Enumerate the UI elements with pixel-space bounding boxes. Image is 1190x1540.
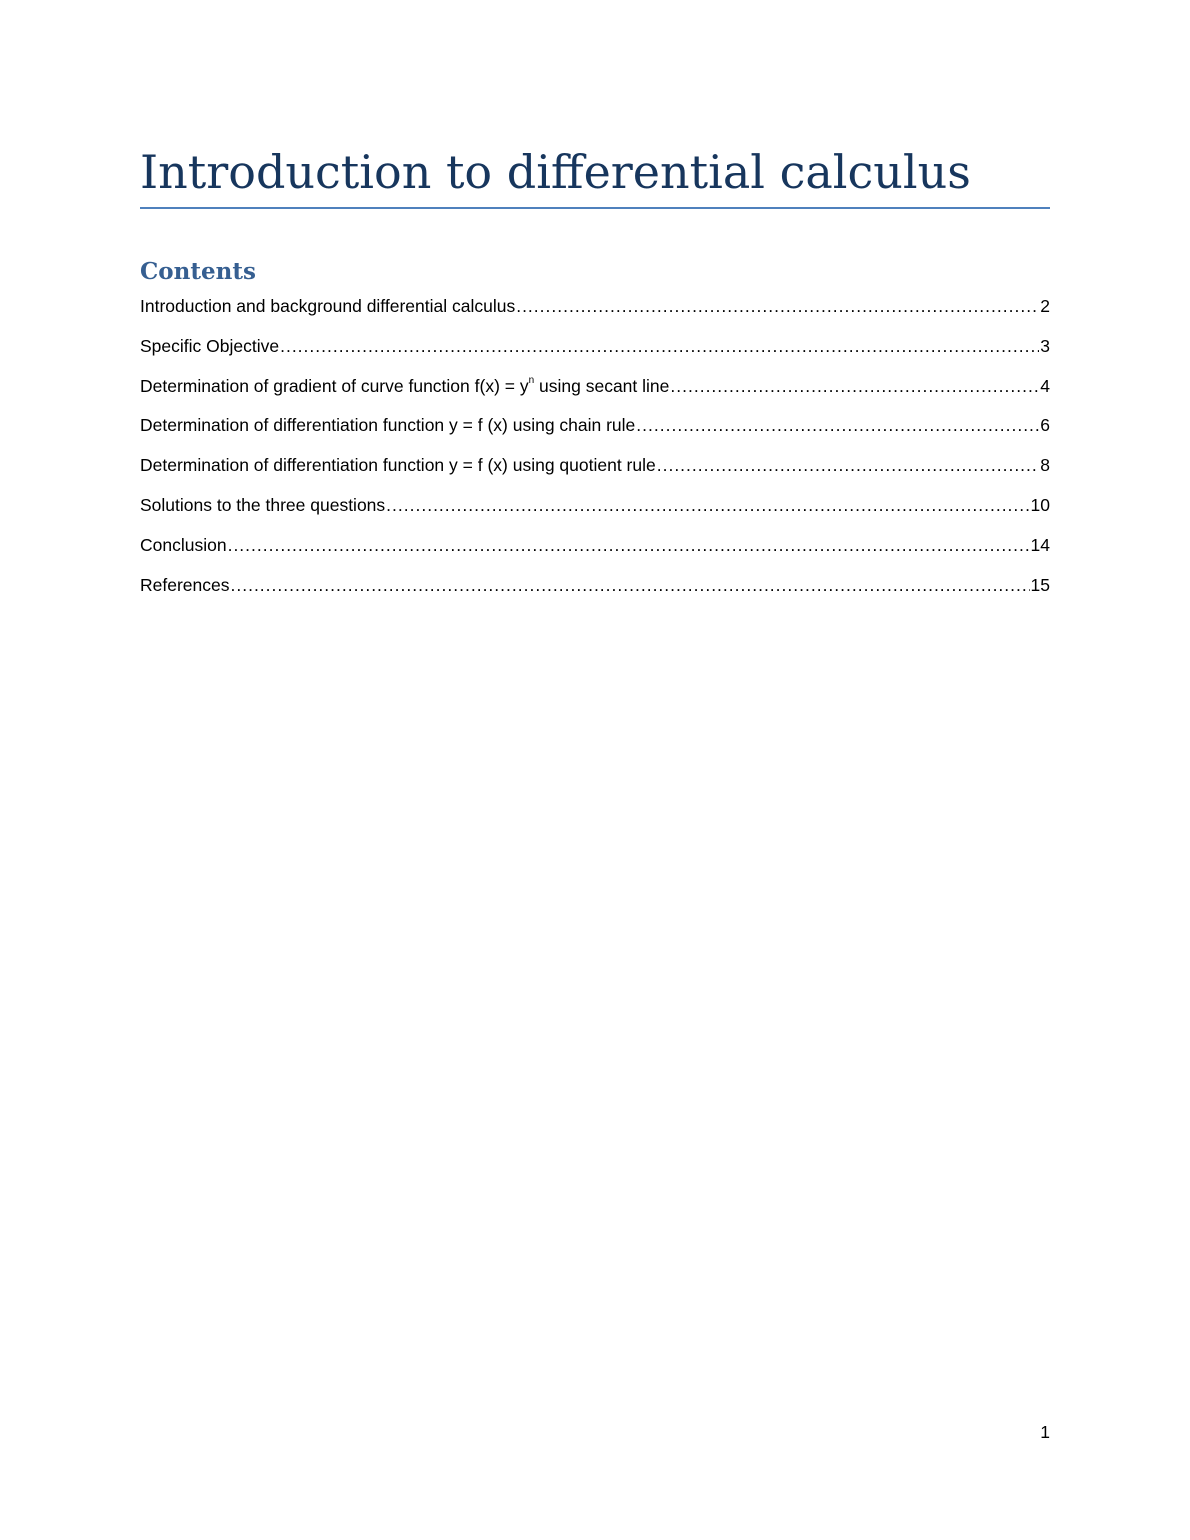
page-number: 1	[1040, 1422, 1050, 1442]
toc-entry-specific-objective[interactable]	[140, 332, 1050, 372]
toc-entry-label-part: using secant line	[534, 375, 670, 396]
toc-entry-conclusion[interactable]	[140, 531, 1050, 571]
toc-entry-label: Specific Objective	[140, 332, 280, 360]
toc-entry-references[interactable]	[140, 571, 1050, 611]
contents-heading: Contents	[140, 258, 256, 285]
toc-entry-page: 3	[1040, 335, 1050, 356]
toc-entry-label: Determination of differentiation function y = f (x) using chain rule	[140, 411, 636, 439]
table-of-contents	[140, 292, 1050, 610]
toc-dot-leader	[386, 491, 1029, 519]
toc-entry-page: 6	[1040, 415, 1050, 436]
toc-dot-leader	[228, 531, 1030, 559]
toc-entry-label	[140, 372, 670, 400]
toc-entry-page: 15	[1030, 574, 1050, 595]
toc-entry-quotient-rule[interactable]	[140, 451, 1050, 491]
toc-entry-label: Introduction and background differential calculus	[140, 292, 516, 320]
toc-entry-secant-line[interactable]	[140, 372, 1050, 412]
toc-dot-leader	[636, 411, 1039, 439]
toc-entry-chain-rule[interactable]	[140, 411, 1050, 451]
toc-dot-leader	[657, 451, 1040, 479]
toc-entry-page: 4	[1040, 375, 1050, 396]
document-title: Introduction to differential calculus	[140, 145, 971, 199]
toc-entry-page: 2	[1040, 296, 1050, 316]
toc-entry-label: References	[140, 571, 231, 599]
toc-entry-superscript: n	[528, 374, 535, 386]
toc-entry-page: 14	[1030, 534, 1050, 555]
toc-entry-page: 8	[1040, 455, 1050, 476]
toc-entry-label: Conclusion	[140, 531, 228, 559]
toc-entry-label-part: Determination of gradient of curve function f(x) = y	[140, 375, 529, 396]
toc-dot-leader	[516, 292, 1039, 320]
toc-dot-leader	[280, 332, 1039, 360]
toc-entry-label: Determination of differentiation function y = f (x) using quotient rule	[140, 451, 657, 479]
toc-entry-introduction[interactable]	[140, 292, 1050, 332]
title-underline	[140, 207, 1050, 209]
toc-entry-solutions[interactable]	[140, 491, 1050, 531]
toc-entry-label: Solutions to the three questions	[140, 491, 386, 519]
toc-entry-page: 10	[1030, 494, 1050, 515]
toc-dot-leader	[670, 372, 1039, 400]
toc-dot-leader	[231, 571, 1030, 599]
